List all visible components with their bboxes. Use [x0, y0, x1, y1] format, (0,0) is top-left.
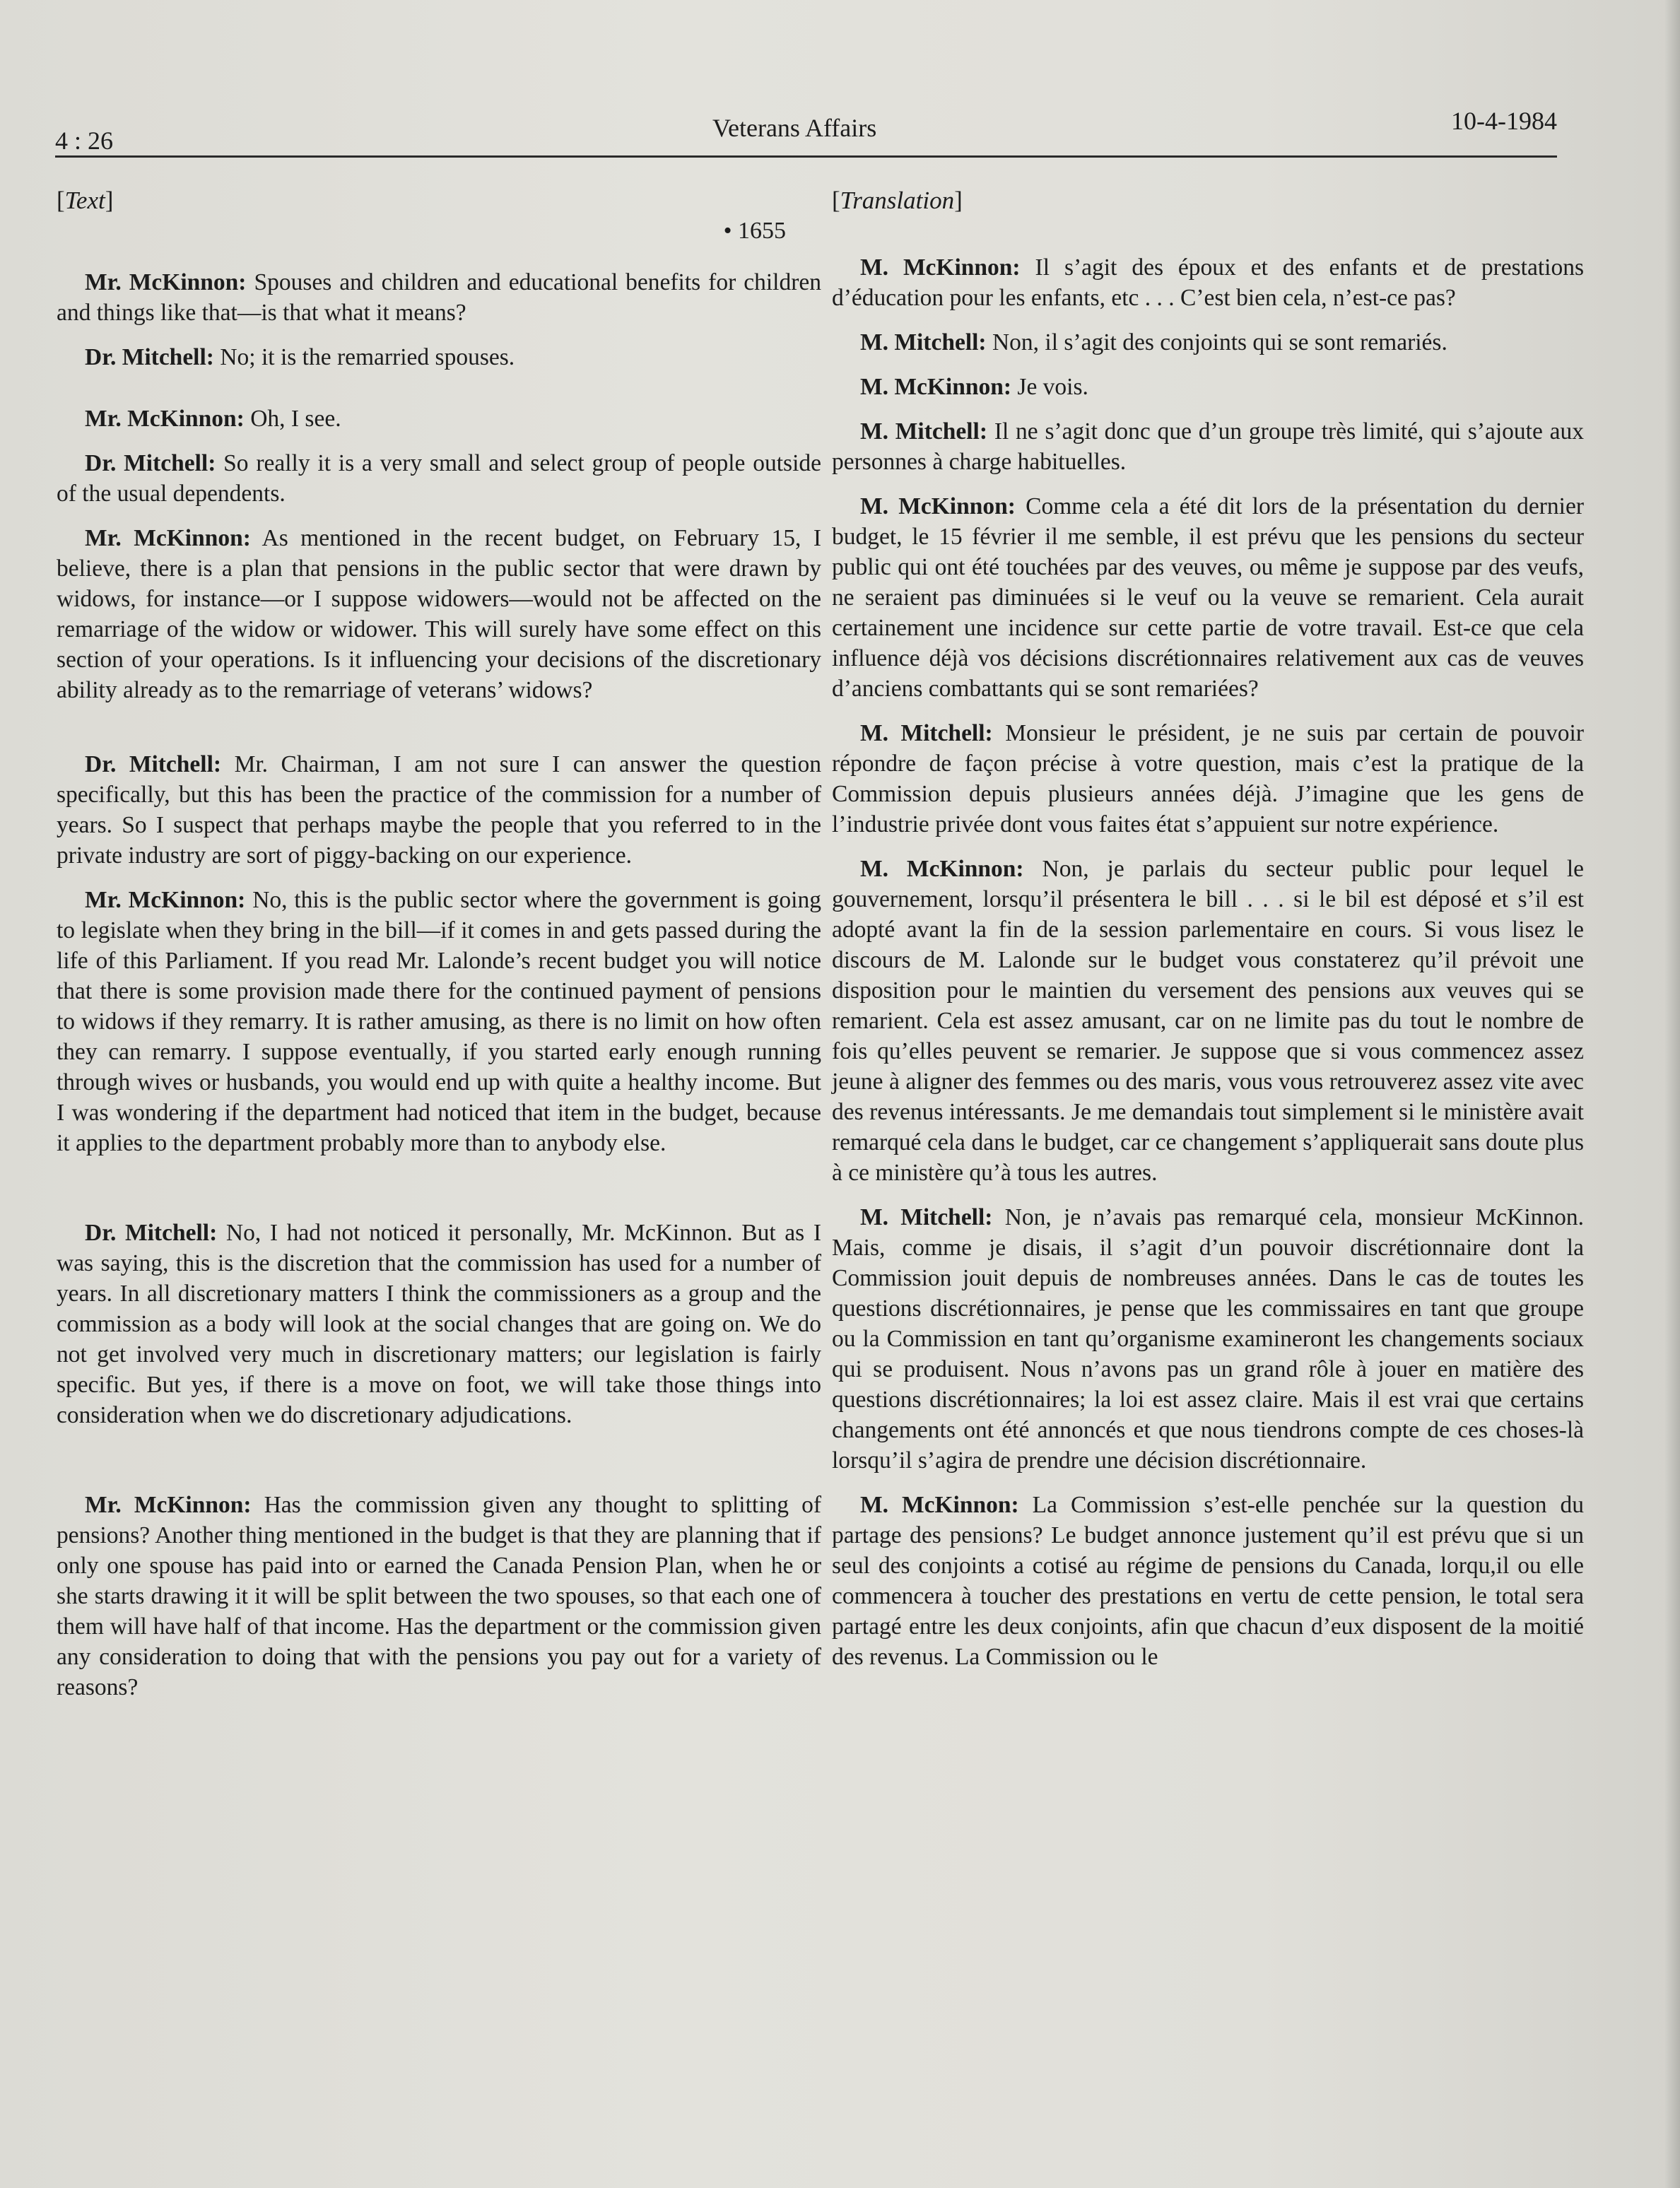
transcript-paragraph: [57, 404, 821, 434]
paragraph-text: As mentioned in the recent budget, on February 15, I believe, there is a plan that pensions in the public sector that were drawn by widows, for instance—or I suppose widowers—would not be affected on the remarriage of the widow or widower. This will surely have some effect on this section of your operations. Is it influencing your decisions of the discretionary ability already as to the remarriage of veterans’ widows?: [57, 525, 821, 703]
speaker-name: Dr. Mitchell:: [85, 450, 216, 476]
paragraph-text: Il ne s’agit donc que d’un groupe très limité, qui s’ajoute aux personnes à charge habituelles.: [832, 418, 1585, 475]
transcript-paragraph: [832, 718, 1584, 840]
speaker-name: Dr. Mitchell:: [85, 344, 214, 370]
paragraph-text: No, this is the public sector where the government is going to legislate when they bring in the bill—if it comes in and gets passed during the life of this Parliament. If you read Mr. Lalonde’s recent budget you will notice that there is some provision made there for the continued payment of pensions to widows if they remarry. It is rather amusing, as there is no limit on how often they can remarry. I suppose eventually, if you started early enough running through wives or husbands, you would end up with quite a healthy income. But I was wondering if the department had noticed that item in the budget, because it applies to the department probably more than to anybody else.: [57, 887, 821, 1156]
speaker-name: M. Mitchell:: [860, 329, 987, 355]
paragraph-text: So really it is a very small and select group of people outside of the usual dependents.: [57, 450, 821, 507]
speaker-name: Dr. Mitchell:: [85, 1220, 218, 1246]
running-title: Veterans Affairs: [712, 114, 877, 142]
page-header: [55, 106, 1557, 158]
speaker-name: M. Mitchell:: [860, 1204, 993, 1230]
paragraph-text: Comme cela a été dit lors de la présentation du dernier budget, le 15 février il me semble, il est prévu que les pensions du secteur public qui ont été touchées par des veuves, ou même je suppose par des veufs, ne seraient pas diminuées si le veuf ou la veuve se remarient. Cela aurait certainement une incidence sur cette partie de votre travail. Est-ce que cela influence déjà vos décisions discrétionnaires relativement aux cas de veuves d’anciens combattants qui se sont remariées?: [832, 493, 1584, 702]
speaker-name: M. McKinnon:: [860, 254, 1021, 281]
transcript-paragraph: [832, 416, 1584, 477]
page-edge-shadow: [1664, 0, 1680, 2188]
transcript-paragraph: [57, 1218, 821, 1430]
paragraph-text: Spouses and children and educational benefits for children and things like that—is that what it means?: [57, 269, 821, 326]
speaker-name: M. McKinnon:: [860, 856, 1024, 882]
speaker-name: Mr. McKinnon:: [85, 525, 251, 551]
transcript-paragraph: [832, 854, 1584, 1188]
speaker-name: M. McKinnon:: [860, 374, 1012, 400]
transcript-paragraph: [832, 491, 1584, 704]
paragraph-text: No, I had not noticed it personally, Mr. McKinnon. But as I was saying, this is the discretion that the commission has used for a number of years. In all discretionary matters I think the commissioners as a group and the commission as a body will look at the social changes that are going on. We do not get involved very much in discretionary matters; our legislation is fairly specific. But yes, if there is a move on foot, we will take those things into consideration when we do discretionary adjudications.: [57, 1220, 821, 1428]
transcript-paragraph: [57, 523, 821, 705]
speaker-name: M. McKinnon:: [860, 1492, 1019, 1518]
transcript-paragraph: [57, 749, 821, 871]
header-date: 10-4-1984: [1451, 107, 1557, 135]
speaker-name: Dr. Mitchell:: [85, 751, 222, 777]
translation-tag: [Translation]: [832, 187, 963, 214]
paragraph-text: Oh, I see.: [250, 406, 341, 432]
transcript-paragraph: [832, 1490, 1584, 1672]
transcript-paragraph: [57, 267, 821, 328]
paragraph-text: Non, je parlais du secteur public pour lequel le gouvernement, lorsqu’il présentera le bill . . . si le bil est déposé et s’il est adopté avant la fin de la session parlementaire en cours. Si vous lisez le discours de M. Lalonde sur le budget vous constaterez qu’il prévoit une disposition pour le maintien du versement des pensions aux veuves qui se remarient. Cela est assez amusant, car on ne limite pas du tout le nombre de fois qu’elles peuvent se remarier. Je suppose que si vous commencez assez jeune à aligner des femmes ou des maris, vous vous retrouverez assez vite avec des revenus intéressants. Je me demandais tout simplement si le ministère avait remarqué cela dans le budget, car ce changement s’appliquerait sans doute plus à ce ministère qu’à tous les autres.: [832, 856, 1584, 1186]
text-tag: [Text]: [57, 187, 114, 214]
paragraph-text: No; it is the remarried spouses.: [220, 344, 515, 370]
speaker-name: Mr. McKinnon:: [85, 269, 247, 295]
speaker-name: Mr. McKinnon:: [85, 887, 246, 913]
paragraph-text: La Commission s’est-elle penchée sur la question du partage des pensions? Le budget annonce justement qu’il est prévu que si un seul des conjoints a cotisé au régime de pensions du Canada, lorqu,il ou elle commencera à toucher des prestations en vertu de cette pension, le total sera partagé entre les deux conjoints, afin que chacun d’eux disposent de la moitié des revenus. La Commission ou le: [832, 1492, 1584, 1670]
french-column: [832, 185, 1584, 1686]
paragraph-text: Monsieur le président, je ne suis par certain de pouvoir répondre de façon précise à votre question, mais c’est la pratique de la Commission depuis plusieurs années déjà. J’imagine que les gens de l’industrie privée dont vous faites état s’appuient sur notre expérience.: [832, 720, 1585, 837]
paragraph-text: Mr. Chairman, I am not sure I can answer the question specifically, but this has been the practice of the commission for a number of years. So I suspect that perhaps maybe the people that you referred to in the private industry are sort of piggy-backing on our experience.: [57, 751, 821, 869]
paragraph-text: Non, il s’agit des conjoints qui se sont remariés.: [992, 329, 1447, 355]
english-column: [57, 185, 821, 1717]
transcript-paragraph: [57, 448, 821, 509]
speaker-name: M. Mitchell:: [860, 418, 988, 445]
transcript-paragraph: [57, 1490, 821, 1702]
transcript-paragraph: [832, 327, 1584, 358]
paragraph-text: Je vois.: [1017, 374, 1088, 400]
transcript-paragraph: [57, 885, 821, 1158]
transcript-paragraph: [57, 342, 821, 372]
paragraph-text: Has the commission given any thought to splitting of pensions? Another thing mentioned in the budget is that they are planning that if only one spouse has paid into or earned the Canada Pension Plan, when he or she starts drawing it it will be split between the two spouses, so that each one of them will have half of that income. Has the department or the commission given any consideration to doing that with the pensions you pay out for a variety of reasons?: [57, 1492, 821, 1700]
speaker-name: Mr. McKinnon:: [85, 406, 245, 432]
speaker-name: Mr. McKinnon:: [85, 1492, 252, 1518]
paragraph-text: Non, je n’avais pas remarqué cela, monsieur McKinnon. Mais, comme je disais, il s’agit d’un pouvoir discrétionnaire dont la Commission jouit depuis de nombreuses années. Dans le cas de toutes les questions discrétionnaires, je pense que les commissaires en tant que groupe ou la Commission en tant qu’organisme examineront les changements sociaux qui se produisent. Nous n’avons pas un grand rôle à jouer en matière des questions discrétionnaires; la loi est assez claire. Mais il est vrai que certains changements ont été annoncés et que nous tiendrons compte de ces choses-là lorsqu’il s’agira de prendre une décision discrétionnaire.: [832, 1204, 1585, 1474]
speaker-name: M. Mitchell:: [860, 720, 993, 746]
transcript-paragraph: [832, 252, 1584, 313]
speaker-name: M. McKinnon:: [860, 493, 1016, 519]
transcript-paragraph: [832, 372, 1584, 402]
page-number: 4 : 26: [55, 127, 114, 155]
timecode: • 1655: [723, 218, 786, 244]
paragraph-text: Il s’agit des époux et des enfants et de prestations d’éducation pour les enfants, etc . . . C’est bien cela, n’est-ce pas?: [832, 254, 1584, 311]
transcript-paragraph: [832, 1202, 1584, 1476]
